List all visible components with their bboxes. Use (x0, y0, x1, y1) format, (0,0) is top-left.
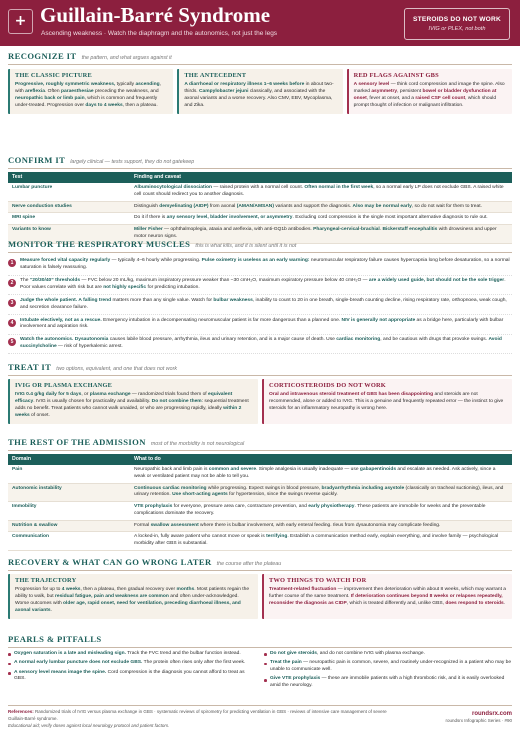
pearl-item: A sensory level means image the spine. Cord compression is the diagnosis you cannot afford to treat as GBS. (8, 670, 256, 684)
row-label: Autonomic instability (8, 483, 130, 502)
confirm-table (8, 172, 512, 244)
card-body: Oral and intravenous steroid treatment of GBS has been disappointing and steroids are not recommended, alone or added to IVIG. This is a genuine and frequently repeated error — the instinct to give steroids for an inflammatory neuropathy is wrong here. (269, 392, 504, 411)
table-row (8, 183, 512, 201)
table-row (8, 520, 512, 532)
row-detail: Neuropathic back and limb pain is common and severe. Simple analgesia is usually inadequate — use gabapentinoids and escalate as needed. Ask actively, since a weak or ventilated patient may not be able to tell you. (130, 465, 512, 483)
card-title: TWO THINGS TO WATCH FOR (269, 576, 367, 584)
step-number: 3 (8, 299, 16, 307)
section-recognize (8, 51, 512, 114)
column-header: What to do (130, 454, 512, 465)
column-header: Finding and caveat (130, 172, 512, 183)
card-classic-picture (8, 69, 173, 114)
card-body: A sensory level — think cord compression and image the spine. Also marked asymmetry, persistent bowel or bladder dysfunction at onset, fever at onset, and a raised CSF cell count, which should prompt thought of infection or malignant infiltration. (353, 82, 505, 108)
card-red-flags (347, 69, 512, 114)
pearl-item: A normal early lumbar puncture does not exclude GBS. The protein often rises only after the first week. (8, 660, 256, 667)
card-title: IVIG OR PLASMA EXCHANGE (15, 381, 113, 389)
section-confirm (8, 155, 512, 244)
pearls-left-list (8, 651, 256, 693)
pearls-right-list (264, 651, 512, 693)
row-detail: VTE prophylaxis for everyone, pressure area care, contracture prevention, and early physiotherapy. These patients are immobile for weeks and the preventable complications dominate the recovery. (130, 502, 512, 521)
badge-subtitle: IVIG or PLEX, not both (428, 26, 486, 33)
step-number: 1 (8, 259, 16, 267)
table-row (8, 465, 512, 483)
section-title: MONITOR THE RESPIRATORY MUSCLES (8, 239, 191, 249)
section-title: TREAT IT (8, 362, 52, 372)
monitor-step (8, 276, 512, 296)
step-number: 5 (8, 338, 16, 346)
references-text: Randomized trials of IVIG versus plasma exchange in GBS · systematic reviews of spirometry for predicting ventilation in GBS · reviews of intensive care management of severe Guillain-Barré syndrome. (8, 709, 387, 721)
medical-cross-icon: + (8, 9, 33, 34)
series-label: roundsrx Infographic Series · #90 (445, 718, 512, 724)
row-label: Nerve conduction studies (8, 201, 130, 213)
row-label: MRI spine (8, 213, 130, 225)
table-row (8, 532, 512, 551)
header-badge (404, 8, 510, 40)
step-text: Intubate electively, not as a rescue. Emergency intubation in a decompensating neuromuscular patient is far more dangerous than a planned one. NIV is generally not appropriate as a bridge here, particularly with bulbar involvement and aspiration risk. (20, 317, 504, 330)
section-title: PEARLS & PITFALLS (8, 634, 102, 644)
card-title: RED FLAGS AGAINST GBS (353, 71, 439, 79)
monitor-step (8, 315, 512, 335)
row-detail: Miller Fisher — ophthalmoplegia, ataxia and areflexia, with anti-GQ1b antibodies. Pharyngeal-cervical-brachial. Bickerstaff encephalitis with drowsiness and upper motor neuron signs. (130, 225, 512, 244)
card-body: Treatment-related fluctuation — improvement then deterioration within about 8 weeks, which may warrant a further course of the same treatment. If deterioration continues beyond 8 weeks or relapses repeatedly, reconsider the diagnosis as CIDP, which is treated differently and, unlike GBS, does respond to steroids. (269, 587, 507, 606)
column-header: Domain (8, 454, 130, 465)
table-row (8, 201, 512, 213)
pearl-item: Oxygen saturation is a late and misleading sign. Track the FVC trend and the bulbar function instead. (8, 651, 256, 658)
section-rest-of-admission (8, 437, 512, 551)
page-title: Guillain-Barré Syndrome (40, 3, 271, 27)
table-row (8, 502, 512, 521)
section-pearls (8, 634, 512, 693)
row-label: Lumbar puncture (8, 183, 130, 201)
card-trajectory (8, 574, 258, 619)
section-recovery (8, 557, 512, 619)
pearl-item: Treat the pain — neuropathic pain is common, severe, and routinely under-recognized in a patient who may be unable to communicate well. (264, 660, 512, 674)
section-title: RECOVERY & WHAT CAN GO WRONG LATER (8, 557, 212, 567)
row-detail: Continuous cardiac monitoring while progressing. Expect swings in blood pressure, bradyarrhythmia including asystole (classically on tracheal suctioning), ileus, and urinary retention. Use short-acting agents for hypertension, since the swings reverse quickly. (130, 483, 512, 502)
row-label: Variants to know (8, 225, 130, 244)
card-title: THE CLASSIC PICTURE (15, 71, 92, 79)
step-text: Watch the autonomics. Dysautonomia causes labile blood pressure, arrhythmia, ileus and urinary retention, and is a major cause of death. Use cardiac monitoring, and be cautious with drugs that provoke swings. Avoid succinylcholine — risk of hyperkalemic arrest. (20, 337, 502, 350)
row-detail: Do it if there is any sensory level, bladder involvement, or asymmetry. Excluding cord compression is the single most important alternative diagnosis to rule out. (130, 213, 512, 225)
card-watch-for (262, 574, 512, 619)
header-banner (0, 0, 520, 46)
section-treat (8, 362, 512, 424)
monitor-step (8, 256, 512, 276)
references-label: References: (8, 709, 34, 714)
section-monitor (8, 239, 512, 354)
row-label: Communication (8, 532, 130, 551)
section-title: CONFIRM IT (8, 155, 66, 165)
section-subtitle: two options, equivalent, and one that does not work (56, 366, 177, 372)
card-body: A diarrhoeal or respiratory illness 1–6 weeks before in about two-thirds. Campylobacter jejuni classically, and associated with the axonal variants and a worse recovery. Also CMV, EBV, Mycoplasma, and Zika. (184, 82, 334, 108)
card-body: IVIG 0.4 g/kg daily for 5 days, or plasma exchange — randomized trials found them of equivalent efficacy. IVIG is usually chosen for practicality and availability. Do not combine them: sequential treatment adds no benefit. Treat patients who cannot walk unaided, or who are progressing rapidly, ideally within 2 weeks of onset. (15, 392, 249, 418)
card-title: CORTICOSTEROIDS DO NOT WORK (269, 381, 386, 389)
monitor-step (8, 295, 512, 315)
monitor-step (8, 335, 512, 355)
admission-table (8, 454, 512, 551)
step-text: The “20/30/40” thresholds — FVC below 20 mL/kg, maximum inspiratory pressure weaker than −30 cmH₂O, maximum expiratory pressure below 40 cmH₂O — are a widely used guide, but should not be the sole trigger. Poor values correlate with risk but are not highly specific for predicting intubation. (20, 278, 506, 290)
row-label: Nutrition & swallow (8, 520, 130, 532)
section-subtitle: largely clinical — tests support, they do not gatekeep (70, 159, 195, 165)
footer (8, 705, 512, 729)
card-ivig-plex (8, 379, 258, 424)
step-text: Judge the whole patient. A falling trend matters more than any single value. Watch for bulbar weakness, inability to count to 20 in one breath, single-breath counting decline, rising respiratory rate, orthopnoea, weak cough, and secretion clearance failure. (20, 297, 507, 310)
card-body: Progressive, roughly symmetric weakness, typically ascending, with areflexia. Often paraesthesiae preceding the weakness, and neuropathic back or limb pain, which is common and frequently under-treated. Progression over days to 4 weeks, then a plateau. (15, 82, 161, 108)
row-detail: Distinguish demyelinating (AIDP) from axonal (AMAN/AMSAN) variants and support the diagnosis. Also may be normal early, so do not wait for them to treat. (130, 201, 512, 213)
pearl-item: Give VTE prophylaxis — these are immobile patients with a high thrombotic risk, and it is easily overlooked amid the neurology. (264, 676, 512, 690)
table-row (8, 483, 512, 502)
card-steroids (262, 379, 512, 424)
card-title: THE TRAJECTORY (15, 576, 77, 584)
step-number: 4 (8, 319, 16, 327)
disclaimer: Educational aid; verify doses against local neurology protocol and patient factors. (8, 722, 170, 728)
row-label: Immobility (8, 502, 130, 521)
row-detail: A locked-in, fully aware patient who cannot move or speak is terrifying. Establish a communication method early, explain everything, and involve family — psychological morbidity after GBS is substantial. (130, 532, 512, 551)
section-subtitle: the pattern, and what argues against it (81, 55, 172, 61)
card-antecedent (177, 69, 342, 114)
step-text: Measure forced vital capacity regularly — typically 4–6 hourly while progressing. Pulse oximetry is useless as an early warning: neuromuscular respiratory failure causes hypercapnia long before desaturation, so a normal saturation is falsely reassuring. (20, 258, 510, 271)
section-subtitle: the course after the plateau (216, 561, 282, 567)
section-subtitle: this is what kills, and it is silent until it is not (195, 243, 297, 249)
column-header: Test (8, 172, 130, 183)
row-detail: Formal swallow assessment where there is bulbar involvement, with early enteral feeding. Ileus from dysautonomia may complicate feeding. (130, 520, 512, 532)
row-detail: Albuminocytological dissociation — raised protein with a normal cell count. Often normal in the first week, so a normal early LP does not exclude GBS. A raised white cell count should redirect you to another diagnosis. (130, 183, 512, 201)
page-subtitle: Ascending weakness · Watch the diaphragm and the autonomics, not just the legs (41, 30, 278, 37)
pearl-item: Do not give steroids, and do not combine IVIG with plasma exchange. (264, 651, 512, 658)
step-number: 2 (8, 279, 16, 287)
card-title: THE ANTECEDENT (184, 71, 247, 79)
site-link[interactable]: roundsrx.com (471, 711, 512, 717)
table-row (8, 213, 512, 225)
monitor-steps (8, 256, 512, 355)
section-title: RECOGNIZE IT (8, 51, 77, 61)
section-subtitle: most of the morbidity is not neurological (150, 441, 245, 447)
row-label: Pain (8, 465, 130, 483)
badge-title: STEROIDS DO NOT WORK (413, 16, 501, 23)
card-body: Progression for up to 4 weeks, then a plateau, then gradual recovery over months. Most patients regain the ability to walk, but residual fatigue, pain and weakness are common and often under-acknowledged. Worse outcomes with older age, rapid onset, need for ventilation, preceding diarrhoeal illness, and axonal variants. (15, 587, 250, 613)
section-title: THE REST OF THE ADMISSION (8, 437, 146, 447)
